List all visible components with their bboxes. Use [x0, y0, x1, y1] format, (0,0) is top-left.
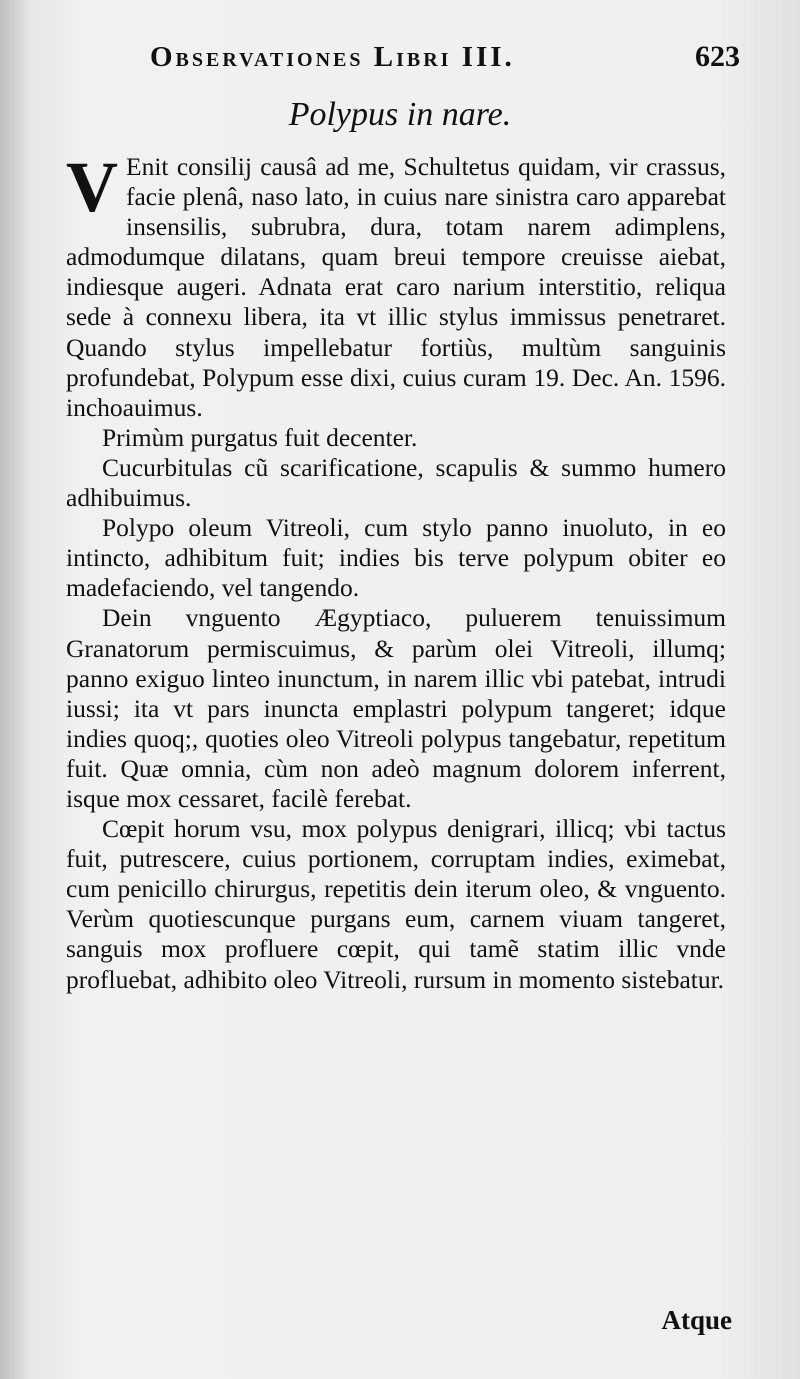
catchword: Atque	[661, 1305, 732, 1335]
page-header	[150, 40, 740, 80]
paragraph-text: Enit consilij causâ ad me, Schultetus quidam, vir crassus, facie plenâ, naso lato, in cuius nare sinistra caro apparebat insensilis, subrubra, dura, totam narem adimplens, admodumque dilatans, quam breui tempore creuisse aiebat, indiesque augeri. Adnata erat caro narium interstitio, reliqua sede à connexu libera, ita vt illic stylus immissus penetraret. Quando stylus impellebatur fortiùs, multùm sanguinis profundebat, Polypum esse dixi, cuius curam 19. Dec. An. 1596. inchoauimus.	[66, 152, 726, 422]
paragraph: Polypo oleum Vitreoli, cum stylo panno inuoluto, in eo intincto, adhibitum fuit; indies bis terve polypum obiter eo madefaciendo, vel tangendo.	[66, 513, 726, 603]
page-number: 623	[695, 40, 740, 73]
paragraph	[66, 147, 726, 423]
paragraph: Cucurbitulas cũ scarificatione, scapulis & summo humero adhibuimus.	[66, 452, 726, 513]
body-text	[66, 147, 726, 995]
running-head: Observationes Libri III.	[150, 41, 515, 73]
paragraph: Primùm purgatus fuit decenter.	[102, 422, 418, 452]
section-title: Polypus in nare.	[288, 96, 512, 133]
paragraph: Cœpit horum vsu, mox polypus denigrari, illicq; vbi tactus fuit, putrescere, cuius portionem, corruptam indies, eximebat, cum penicillo chirurgus, repetitis dein iterum oleo, & vnguento. Verùm quotiescunque purgans eum, carnem viuam tangeret, sanguis mox profluere cœpit, qui tamẽ statim illic vnde profluebat, adhibito oleo Vitreoli, rursum in momento sistebatur.	[66, 814, 726, 994]
drop-cap: V	[66, 147, 118, 227]
paragraph: Dein vnguento Ægyptiaco, puluerem tenuissimum Granatorum permiscuimus, & parùm olei Vitreoli, illumq; panno exiguo linteo inunctum, in narem illic vbi patebat, intrudi iussi; ita vt pars inuncta emplastri polypum tangeret; idque indies quoq;, quoties oleo Vitreoli polypus tangebatur, repetitum fuit. Quæ omnia, cùm non adeò magnum dolorem inferrent, isque mox cessaret, facilè ferebat.	[66, 603, 726, 813]
